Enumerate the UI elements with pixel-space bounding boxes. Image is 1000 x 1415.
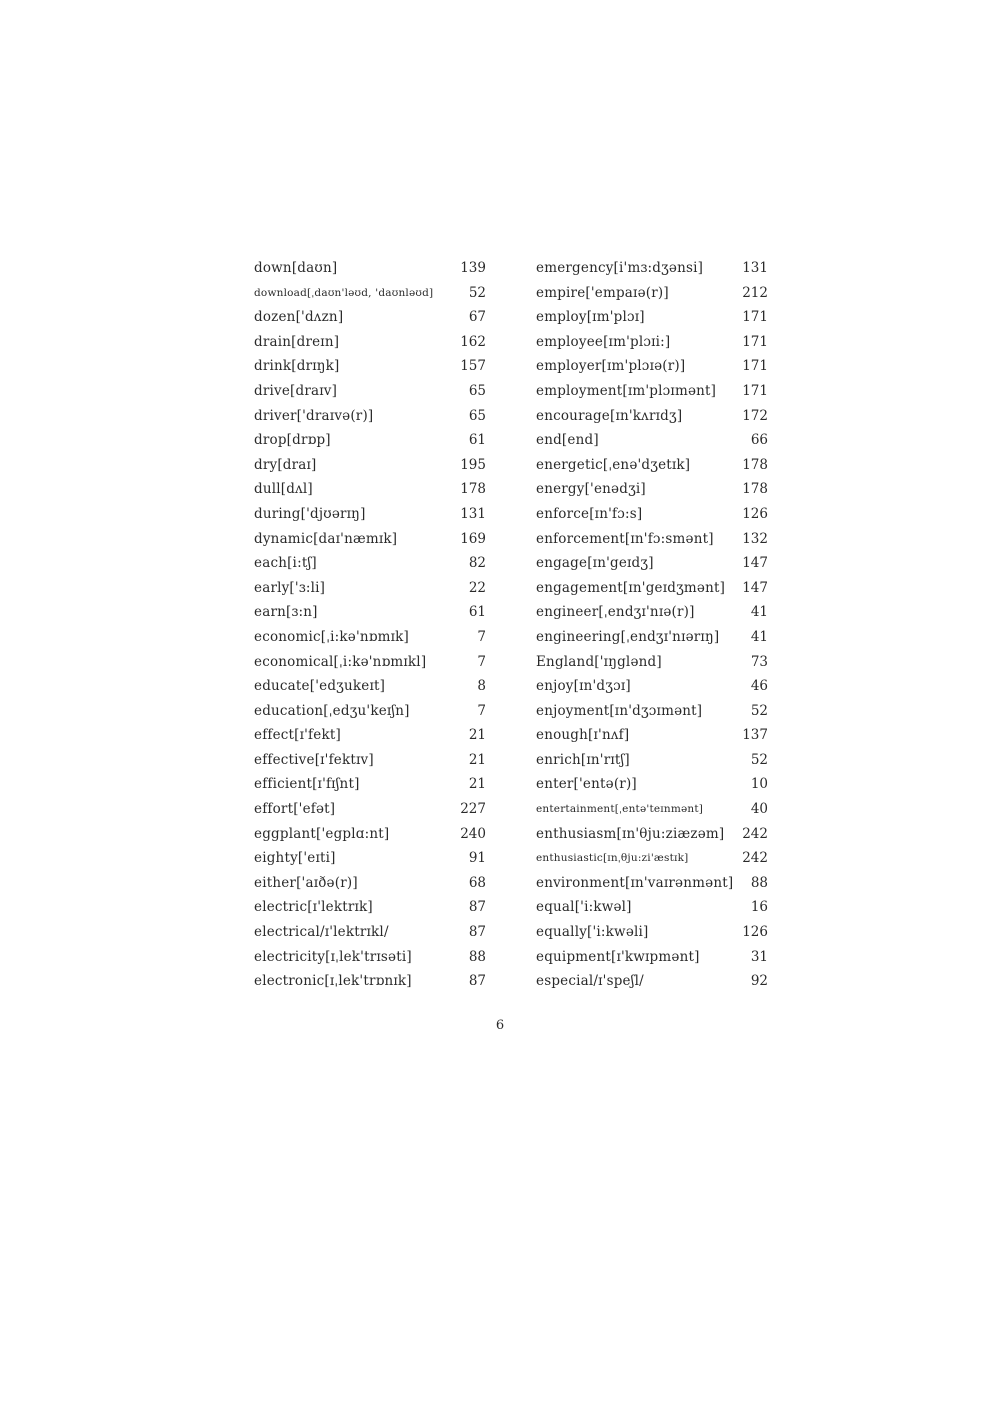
vocab-page: 227	[460, 801, 486, 818]
vocab-page: 10	[750, 776, 768, 793]
vocab-word: dull[dʌl]	[254, 481, 313, 498]
vocab-word: early['ɜ:li]	[254, 579, 326, 596]
vocab-page: 240	[460, 825, 486, 842]
vocab-entry	[254, 256, 486, 281]
vocab-word: emergency[i'mɜ:dʒənsi]	[536, 260, 704, 276]
vocab-page: 21	[468, 751, 486, 768]
vocab-word: effect[ɪ'fekt]	[254, 727, 341, 744]
vocab-page: 178	[742, 481, 768, 498]
vocab-entry	[254, 846, 486, 871]
vocab-entry	[536, 527, 768, 552]
vocab-entry	[536, 354, 768, 379]
vocab-page: 147	[742, 555, 768, 572]
vocab-page: 21	[468, 776, 486, 793]
vocab-page: 171	[742, 309, 768, 326]
vocab-page: 126	[742, 924, 768, 941]
vocab-word: energy['enədʒi]	[536, 481, 646, 498]
vocab-word: economic[ˌi:kə'nɒmɪk]	[254, 628, 410, 645]
vocab-word: down[daʊn]	[254, 260, 338, 276]
vocab-entry	[254, 600, 486, 625]
vocab-word: earn[ɜ:n]	[254, 604, 318, 621]
vocab-entry	[254, 748, 486, 773]
vocab-word: environment[ɪn'vaɪrənmənt]	[536, 874, 734, 891]
vocab-entry	[536, 330, 768, 355]
vocab-page: 66	[750, 432, 768, 449]
vocab-word: effective[ɪ'fektɪv]	[254, 751, 374, 768]
vocab-page: 92	[750, 973, 768, 990]
vocab-entry	[254, 551, 486, 576]
vocab-page: 171	[742, 333, 768, 350]
vocab-entry	[536, 428, 768, 453]
vocab-page: 171	[742, 382, 768, 399]
vocab-page: 172	[742, 407, 768, 424]
vocab-page: 73	[750, 653, 768, 670]
vocab-entry	[254, 527, 486, 552]
vocab-entry	[536, 379, 768, 404]
vocab-entry	[254, 650, 486, 675]
vocab-entry	[536, 772, 768, 797]
vocab-entry	[254, 674, 486, 699]
vocab-entry	[536, 699, 768, 724]
vocab-entry	[536, 502, 768, 527]
vocab-page: 242	[742, 850, 768, 867]
vocab-entry	[536, 404, 768, 429]
vocab-page: 212	[742, 284, 768, 301]
vocab-page: 52	[750, 751, 768, 768]
vocab-entry	[254, 772, 486, 797]
vocab-entry	[536, 871, 768, 896]
vocab-word: dozen['dʌzn]	[254, 309, 344, 326]
vocab-word: England['ɪŋglənd]	[536, 653, 662, 670]
vocab-page: 8	[477, 678, 486, 695]
vocab-word: each[i:tʃ]	[254, 555, 317, 572]
vocab-word: employment[ɪm'plɔɪmənt]	[536, 382, 717, 399]
vocab-page: 195	[460, 456, 486, 473]
vocab-entry	[536, 551, 768, 576]
vocab-page: 52	[468, 284, 486, 301]
vocab-page: 7	[477, 653, 486, 670]
vocab-word: either['aɪðə(r)]	[254, 874, 358, 891]
vocab-page: 178	[460, 481, 486, 498]
vocab-entry	[254, 477, 486, 502]
vocab-entry	[536, 723, 768, 748]
vocab-word: equal['i:kwəl]	[536, 899, 632, 916]
vocab-page: 162	[460, 333, 486, 350]
vocab-word: during['djʊərɪŋ]	[254, 505, 366, 522]
vocab-page: 91	[468, 850, 486, 867]
vocab-entry	[536, 305, 768, 330]
vocab-entry	[536, 945, 768, 970]
vocab-word: enter['entə(r)]	[536, 776, 637, 793]
vocab-page: 87	[468, 899, 486, 916]
vocab-entry	[254, 379, 486, 404]
vocab-word: enjoyment[ɪn'dʒɔɪmənt]	[536, 702, 703, 719]
vocab-entry	[536, 846, 768, 871]
vocab-word: electricity[ɪˌlek'trɪsəti]	[254, 948, 412, 965]
vocab-word: equipment[ɪ'kwɪpmənt]	[536, 948, 700, 965]
vocab-entry	[254, 723, 486, 748]
vocab-page: 178	[742, 456, 768, 473]
vocab-word: eighty['eɪti]	[254, 850, 336, 867]
vocab-page: 242	[742, 825, 768, 842]
vocab-entry	[254, 969, 486, 994]
vocab-word: driver['draɪvə(r)]	[254, 407, 374, 424]
vocab-entry	[254, 576, 486, 601]
vocab-word: energetic[ˌenə'dʒetɪk]	[536, 456, 691, 473]
vocab-word: educate['edʒukeɪt]	[254, 678, 386, 695]
vocab-page: 21	[468, 727, 486, 744]
vocab-word: engineering[ˌendʒɪ'nɪərɪŋ]	[536, 628, 720, 645]
vocab-word: end[end]	[536, 432, 599, 449]
vocab-entry	[254, 895, 486, 920]
vocab-word: employee[ɪm'plɔɪi:]	[536, 333, 671, 350]
vocab-page: 131	[460, 505, 486, 522]
vocab-page: 157	[460, 358, 486, 375]
vocab-page: 65	[468, 382, 486, 399]
vocab-word: enforcement[ɪn'fɔ:smənt]	[536, 530, 714, 547]
vocab-entry	[536, 920, 768, 945]
vocab-entry	[254, 871, 486, 896]
vocab-entry	[254, 699, 486, 724]
vocab-page: 67	[468, 309, 486, 326]
vocab-page: 88	[468, 948, 486, 965]
vocab-word: dynamic[daɪ'næmɪk]	[254, 530, 398, 547]
vocab-page: 139	[460, 260, 486, 276]
vocab-page: 52	[750, 702, 768, 719]
vocab-word: encourage[ɪn'kʌrɪdʒ]	[536, 407, 683, 424]
vocab-entry	[536, 797, 768, 822]
vocab-entry	[254, 502, 486, 527]
vocab-entry	[254, 281, 486, 306]
vocab-word: entertainment[ˌentə'teɪnmənt]	[536, 803, 704, 816]
vocab-entry	[536, 748, 768, 773]
vocab-word: economical[ˌi:kə'nɒmɪkl]	[254, 653, 427, 670]
vocab-page: 87	[468, 924, 486, 941]
vocab-page: 169	[460, 530, 486, 547]
vocab-word: drive[draɪv]	[254, 382, 338, 399]
vocab-entry	[254, 354, 486, 379]
vocab-entry	[254, 625, 486, 650]
vocab-word: education[ˌedʒu'keɪʃn]	[254, 702, 410, 719]
vocab-entry	[254, 404, 486, 429]
vocab-word: enthusiastic[ɪnˌθju:zi'æstɪk]	[536, 852, 689, 865]
vocab-entry	[536, 625, 768, 650]
vocab-page: 7	[477, 702, 486, 719]
vocab-page: 41	[750, 628, 768, 645]
vocab-word: enough[ɪ'nʌf]	[536, 727, 630, 744]
vocab-entry	[536, 822, 768, 847]
vocab-entry	[536, 650, 768, 675]
right-column	[536, 256, 768, 994]
vocab-page: 126	[742, 505, 768, 522]
vocab-word: dry[draɪ]	[254, 456, 317, 473]
vocab-page: 88	[750, 874, 768, 891]
vocab-page: 41	[750, 604, 768, 621]
vocab-entry	[536, 281, 768, 306]
vocab-entry	[536, 600, 768, 625]
vocab-word: electrical/ɪ'lektrɪkl/	[254, 924, 389, 941]
vocab-entry	[254, 797, 486, 822]
vocab-entry	[254, 453, 486, 478]
vocab-page: 171	[742, 358, 768, 375]
vocab-page: 61	[468, 432, 486, 449]
vocab-word: enforce[ɪn'fɔ:s]	[536, 505, 643, 522]
vocab-entry	[536, 576, 768, 601]
vocab-page: 87	[468, 973, 486, 990]
vocab-entry	[254, 920, 486, 945]
vocab-word: electronic[ɪˌlek'trɒnɪk]	[254, 973, 412, 990]
vocab-entry	[536, 477, 768, 502]
vocab-entry	[254, 305, 486, 330]
vocab-word: engage[ɪn'geɪdʒ]	[536, 555, 654, 572]
vocab-word: enthusiasm[ɪn'θju:ziæzəm]	[536, 825, 725, 842]
vocab-word: efficient[ɪ'fɪʃnt]	[254, 776, 360, 793]
vocab-word: employer[ɪm'plɔɪə(r)]	[536, 358, 686, 375]
vocab-entry	[536, 453, 768, 478]
vocab-word: drink[drɪŋk]	[254, 358, 340, 375]
vocab-page: 132	[742, 530, 768, 547]
vocab-page: 46	[750, 678, 768, 695]
vocab-page: 22	[468, 579, 486, 596]
vocab-word: employ[ɪm'plɔɪ]	[536, 309, 645, 326]
vocab-page: 68	[468, 874, 486, 891]
vocab-word: drain[dreɪn]	[254, 333, 340, 350]
left-column	[254, 256, 486, 994]
vocab-entry	[536, 895, 768, 920]
vocab-word: engagement[ɪn'geɪdʒmənt]	[536, 579, 726, 596]
page-number: 6	[495, 1018, 505, 1033]
vocab-word: enjoy[ɪn'dʒɔɪ]	[536, 678, 631, 695]
vocab-page: 31	[750, 948, 768, 965]
vocab-page: 65	[468, 407, 486, 424]
vocab-page: 82	[468, 555, 486, 572]
vocab-page: 61	[468, 604, 486, 621]
vocab-word: engineer[ˌendʒɪ'nɪə(r)]	[536, 604, 695, 621]
vocab-entry	[536, 674, 768, 699]
vocab-word: empire['empaɪə(r)]	[536, 284, 669, 301]
vocab-word: download[ˌdaʊn'ləʊd, 'daʊnləʊd]	[254, 286, 434, 299]
vocab-word: especial/ɪ'speʃl/	[536, 973, 644, 990]
vocab-word: drop[drɒp]	[254, 432, 331, 449]
vocab-word: eggplant['egplɑ:nt]	[254, 825, 390, 842]
vocab-entry	[254, 330, 486, 355]
vocab-entry	[536, 969, 768, 994]
vocab-entry	[254, 822, 486, 847]
vocab-page: 131	[742, 260, 768, 276]
vocab-page: 137	[742, 727, 768, 744]
vocab-page: 16	[750, 899, 768, 916]
vocab-page: 40	[750, 801, 768, 818]
vocab-page: 147	[742, 579, 768, 596]
vocab-word: electric[ɪ'lektrɪk]	[254, 899, 373, 916]
vocab-word: equally['i:kwəli]	[536, 924, 649, 941]
vocab-entry	[536, 256, 768, 281]
vocab-entry	[254, 428, 486, 453]
vocab-word: effort['efət]	[254, 801, 336, 818]
vocab-page: 7	[477, 628, 486, 645]
vocab-word: enrich[ɪn'rɪtʃ]	[536, 751, 630, 768]
vocab-entry	[254, 945, 486, 970]
